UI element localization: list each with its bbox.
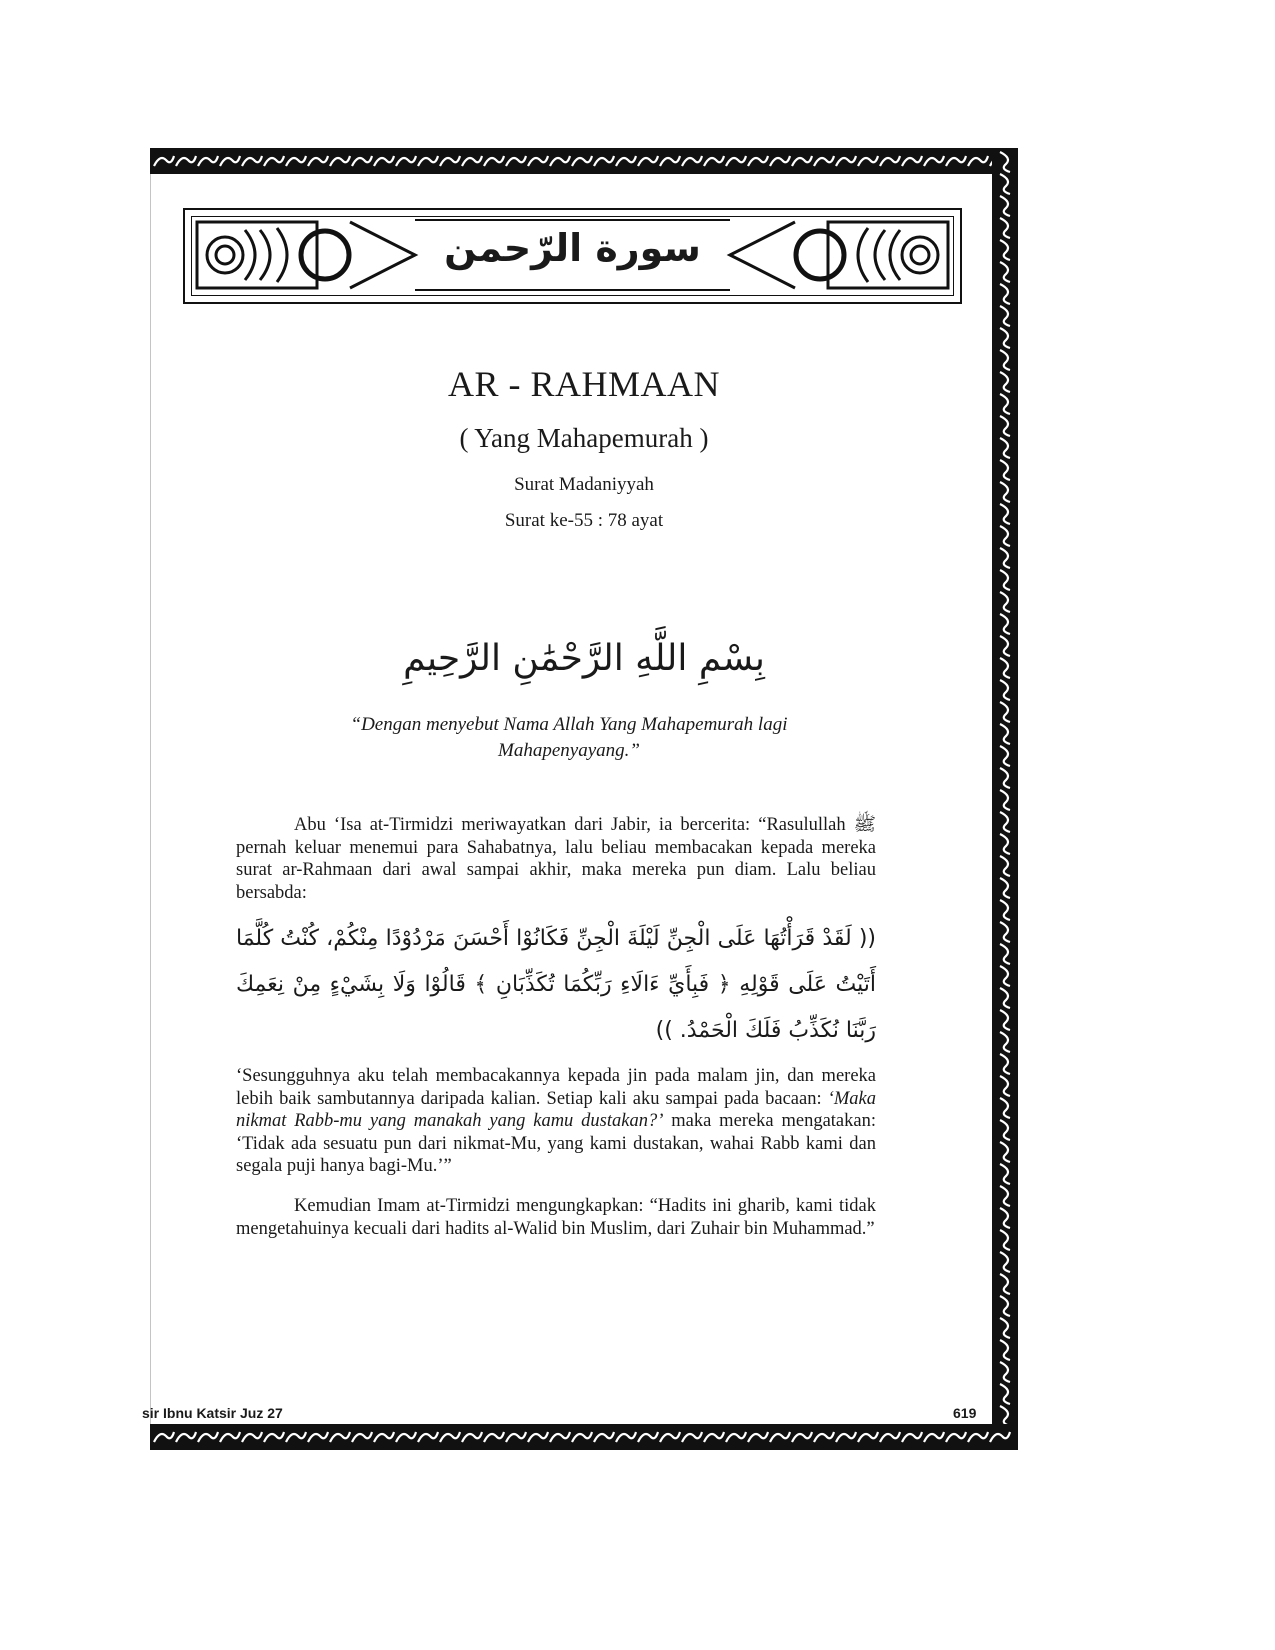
surah-subtitle: ( Yang Mahapemurah ) xyxy=(459,423,709,453)
top-ornament-border xyxy=(150,148,1018,174)
right-ornament-border xyxy=(992,148,1018,1450)
paragraph-translation xyxy=(236,1065,876,1178)
basmalah-arabic: بِسْمِ اللَّهِ الرَّحْمَٰنِ الرَّحِيمِ xyxy=(403,638,765,679)
translation-part-b: maka mereka mengatakan: ‘Tidak ada sesuatu pun dari nikmat-Mu, yang kami dustakan, wahai Rabb kami dan segala puji hanya bagi-Mu.’” xyxy=(236,1111,876,1176)
translation-quote: ‘Maka nikmat Rabb-mu yang manakah yang kamu dustakan?’ xyxy=(236,1088,876,1131)
page-frame xyxy=(150,148,1018,1450)
translation-part-a: ‘Sesungguhnya aku telah membacakannya kepada jin pada malam jin, dan mereka lebih baik sambutannya daripada kalian. Setiap kali aku sampai pada bacaan: xyxy=(236,1066,876,1109)
surah-title-banner xyxy=(183,208,962,304)
surah-title: AR - RAHMAAN xyxy=(447,364,720,404)
bottom-ornament-border xyxy=(150,1424,1018,1450)
paragraph-conclusion: Kemudian Imam at-Tirmidzi mengungkapkan: “Hadits ini gharib, kami tidak mengetahuinya kecuali dari hadits al-Walid bin Muslim, dari Zuhair bin Muhammad.” xyxy=(236,1196,876,1239)
left-edge-line xyxy=(150,174,151,1424)
footer-page-number: 619 xyxy=(953,1405,977,1421)
arabic-hadith-text: (( لَقَدْ قَرَأْتُهَا عَلَى الْجِنِّ لَيْلَةَ الْجِنِّ فَكَانُوْا أَحْسَنَ مَرْدُوْدًا مِنْكُمْ، كُنْتُ كُلَّمَا أَتَيْتُ عَلَى قَوْلِهِ ﴿ فَبِأَيِّ ءَالَاءِ رَبِّكُمَا تُكَذِّبَانِ ﴾ قَالُوْا وَلَا بِشَيْءٍ مِنْ نِعَمِكَ رَبَّنَا نُكَذِّبُ فَلَكَ الْحَمْدُ. )) xyxy=(236,926,876,1043)
basmalah-translation: “Dengan menyebut Nama Allah Yang Mahapemurah lagi Mahapenyayang.” xyxy=(350,714,788,761)
surah-number-info: Surat ke-55 : 78 ayat xyxy=(504,510,664,531)
paragraph-intro: Abu ‘Isa at-Tirmidzi meriwayatkan dari Jabir, ia bercerita: “Rasulullah ﷺ pernah keluar menemui para Sahabatnya, lalu beliau membacakan kepada mereka surat ar-Rahmaan dari awal sampai akhir, maka mereka pun diam. Lalu beliau bersabda: xyxy=(236,815,876,903)
surah-type: Surat Madaniyyah xyxy=(514,474,654,495)
arabic-surah-title: سورة الرّحمن xyxy=(444,226,701,270)
footer-book-title: sir Ibnu Katsir Juz 27 xyxy=(142,1405,283,1421)
